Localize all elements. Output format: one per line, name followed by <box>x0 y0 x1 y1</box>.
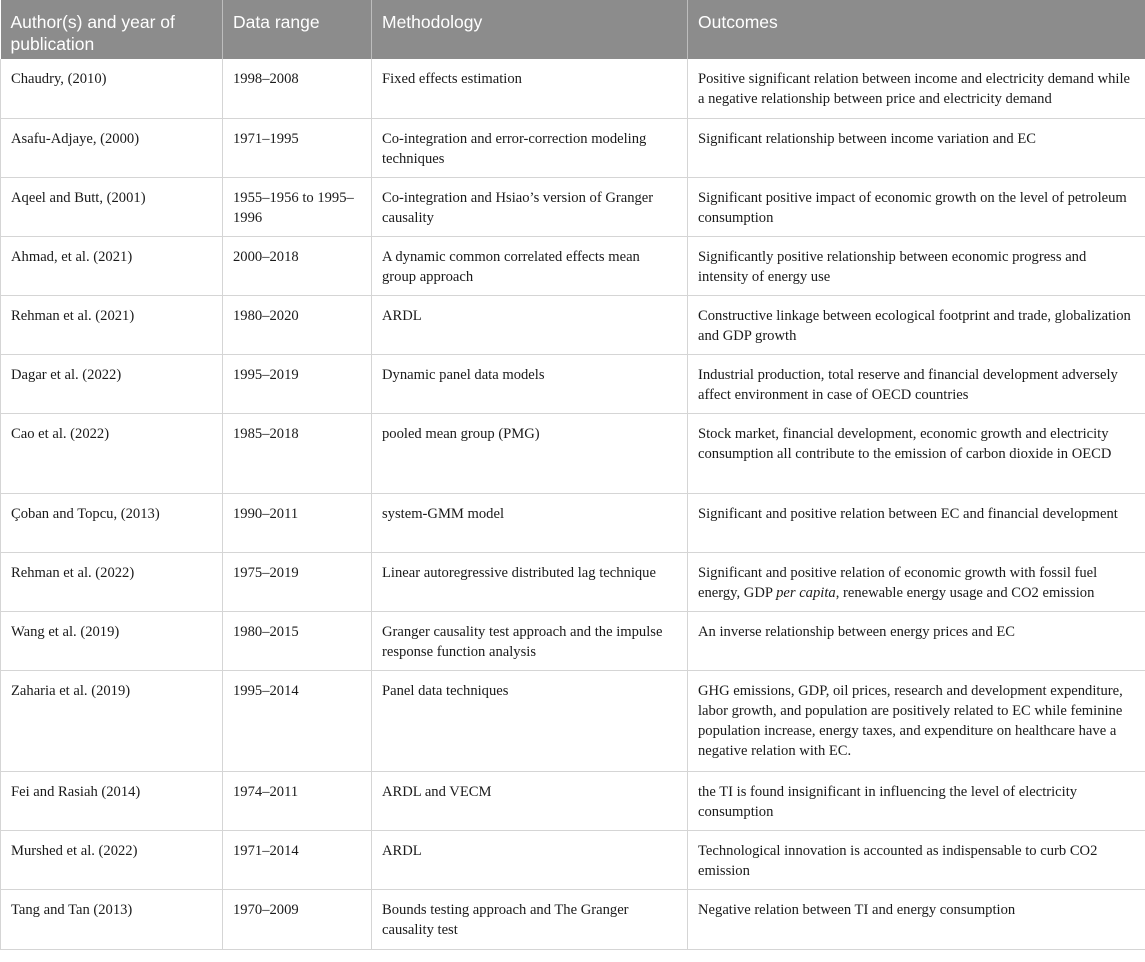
table-row <box>1 611 1145 670</box>
cell-outcome: Significant and positive relation between EC and financial development <box>688 493 1145 552</box>
cell-data-range: 1995–2014 <box>223 670 372 771</box>
table-row <box>1 889 1145 949</box>
cell-author: Rehman et al. (2021) <box>1 295 223 354</box>
cell-data-range: 2000–2018 <box>223 236 372 295</box>
cell-data-range: 1971–2014 <box>223 830 372 889</box>
outcome-text: Significant and positive relation of economic growth with fossil fuel energy, GDP <box>698 564 1098 601</box>
cell-outcome: the TI is found insignificant in influencing the level of electricity consumption <box>688 771 1145 830</box>
cell-methodology: A dynamic common correlated effects mean group approach <box>372 236 688 295</box>
table-row <box>1 670 1145 771</box>
cell-data-range: 1980–2015 <box>223 611 372 670</box>
cell-outcome: Significantly positive relationship between economic progress and intensity of energy use <box>688 236 1145 295</box>
cell-methodology: Fixed effects estimation <box>372 59 688 118</box>
cell-data-range: 1970–2009 <box>223 889 372 949</box>
table-row <box>1 236 1145 295</box>
cell-data-range: 1990–2011 <box>223 493 372 552</box>
cell-outcome: An inverse relationship between energy prices and EC <box>688 611 1145 670</box>
cell-author: Murshed et al. (2022) <box>1 830 223 889</box>
cell-methodology: Dynamic panel data models <box>372 354 688 413</box>
cell-data-range: 1971–1995 <box>223 118 372 177</box>
table-row <box>1 771 1145 830</box>
cell-outcome: Significant relationship between income variation and EC <box>688 118 1145 177</box>
cell-author: Chaudry, (2010) <box>1 59 223 118</box>
cell-author: Ahmad, et al. (2021) <box>1 236 223 295</box>
table-row <box>1 295 1145 354</box>
cell-author: Rehman et al. (2022) <box>1 552 223 611</box>
cell-methodology: Linear autoregressive distributed lag technique <box>372 552 688 611</box>
table-row <box>1 493 1145 552</box>
cell-outcome: Negative relation between TI and energy consumption <box>688 889 1145 949</box>
table-body <box>1 59 1145 949</box>
cell-outcome: Technological innovation is accounted as indispensable to curb CO2 emission <box>688 830 1145 889</box>
cell-data-range: 1975–2019 <box>223 552 372 611</box>
cell-outcome: Constructive linkage between ecological footprint and trade, globalization and GDP growth <box>688 295 1145 354</box>
cell-outcome: GHG emissions, GDP, oil prices, research and development expenditure, labor growth, and population are positively related to EC while feminine population increase, energy taxes, and expenditure on healthcare have a negative relation with EC. <box>688 670 1145 771</box>
table-row <box>1 59 1145 118</box>
cell-author: Çoban and Topcu, (2013) <box>1 493 223 552</box>
header-methodology: Methodology <box>372 0 688 59</box>
outcome-text: , renewable energy usage and CO2 emission <box>835 584 1095 601</box>
cell-data-range: 1974–2011 <box>223 771 372 830</box>
table-row <box>1 552 1145 611</box>
cell-methodology: ARDL <box>372 830 688 889</box>
table-row <box>1 118 1145 177</box>
table-header <box>1 0 1145 59</box>
cell-methodology: ARDL and VECM <box>372 771 688 830</box>
cell-outcome: Stock market, financial development, economic growth and electricity consumption all contribute to the emission of carbon dioxide in OECD <box>688 413 1145 493</box>
header-outcomes: Outcomes <box>688 0 1145 59</box>
cell-data-range: 1985–2018 <box>223 413 372 493</box>
cell-methodology: ARDL <box>372 295 688 354</box>
cell-data-range: 1995–2019 <box>223 354 372 413</box>
cell-author: Wang et al. (2019) <box>1 611 223 670</box>
cell-outcome: Significant positive impact of economic growth on the level of petroleum consumption <box>688 177 1145 236</box>
cell-outcome: Positive significant relation between income and electricity demand while a negative relationship between price and electricity demand <box>688 59 1145 118</box>
header-data-range: Data range <box>223 0 372 59</box>
cell-methodology: system-GMM model <box>372 493 688 552</box>
table-row <box>1 413 1145 493</box>
cell-methodology: Co-integration and error-correction modeling techniques <box>372 118 688 177</box>
cell-data-range: 1955–1956 to 1995–1996 <box>223 177 372 236</box>
cell-methodology: Panel data techniques <box>372 670 688 771</box>
table-row <box>1 830 1145 889</box>
cell-author: Tang and Tan (2013) <box>1 889 223 949</box>
cell-author: Asafu-Adjaye, (2000) <box>1 118 223 177</box>
cell-data-range: 1980–2020 <box>223 295 372 354</box>
cell-author: Aqeel and Butt, (2001) <box>1 177 223 236</box>
cell-methodology: Bounds testing approach and The Granger causality test <box>372 889 688 949</box>
cell-author: Fei and Rasiah (2014) <box>1 771 223 830</box>
table-row <box>1 177 1145 236</box>
outcome-italic-text: per capita <box>776 584 836 601</box>
cell-methodology: Granger causality test approach and the impulse response function analysis <box>372 611 688 670</box>
cell-methodology: pooled mean group (PMG) <box>372 413 688 493</box>
cell-methodology: Co-integration and Hsiao’s version of Granger causality <box>372 177 688 236</box>
header-row <box>1 0 1145 59</box>
cell-author: Dagar et al. (2022) <box>1 354 223 413</box>
cell-data-range: 1998–2008 <box>223 59 372 118</box>
table-row <box>1 354 1145 413</box>
header-author: Author(s) and year of publication <box>1 0 223 59</box>
cell-outcome: Industrial production, total reserve and financial development adversely affect environment in case of OECD countries <box>688 354 1145 413</box>
cell-outcome <box>688 552 1145 611</box>
cell-author: Cao et al. (2022) <box>1 413 223 493</box>
cell-author: Zaharia et al. (2019) <box>1 670 223 771</box>
